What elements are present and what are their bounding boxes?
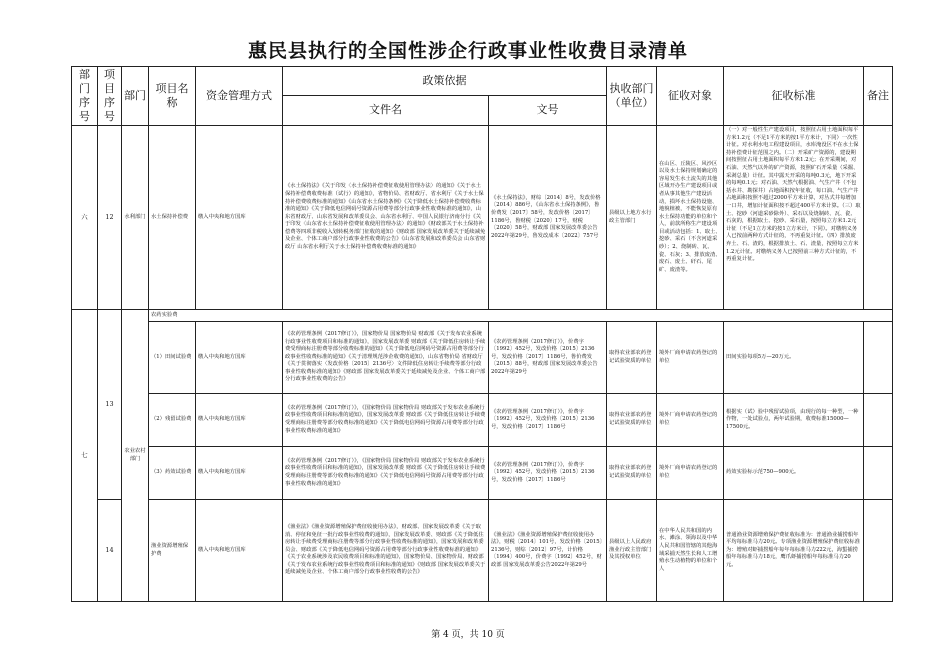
page-footer: 第 4 页，共 10 页 [431, 630, 505, 640]
dept-no-cell: 七 [72, 310, 98, 602]
header-exec-dept: 执收部门（单位） [607, 67, 657, 126]
target-cell: 在山区、丘陵区、风沙区以及水土保持规划确定的容易发生水土流失的其他区域开办生产建设项目或者从事其他生产建设活动，损坏水土保持设施、地貌植被，不能恢复原有水土保持功能的单位和个人，前款所称生产建设项目或活动包括：1、取土、挖砂、采石（不含河道采砂）；2、烧制砖、瓦、瓷、石灰；3、排放废渣、废石、废土、矸石、尾矿、废渣等。 [657, 126, 724, 310]
header-fund-mgmt: 资金管理方式 [196, 67, 283, 126]
doc-no-cell: 《农药管理条例（2017修订）》，价费字〔1992〕452号，发改价格〔2015〕2136号，发改价格〔2017〕1186号，鲁价费发〔2015〕88号，财政部 国家发展改革委公告2022年第29号 [489, 322, 607, 394]
doc-no-cell: 《渔业法》《渔业资源增殖保护费征收使用办法》，财税〔2014〕101号，发改价格〔2015〕2136号，财综〔2012〕97号，计价格〔1994〕400号，价费字〔1992〕452号，财政部 国家发展改革委公告2022年第29号 [489, 500, 607, 602]
header-policy: 政策依据 [283, 67, 607, 96]
item-no-cell: 13 [98, 310, 122, 500]
header-doc-name: 文件名 [283, 95, 489, 125]
header-item-no: 项目序号 [98, 67, 122, 126]
dept-no-cell: 六 [72, 126, 98, 310]
fund-mgmt-cell: 缴入中央和地方国库 [196, 447, 283, 500]
target-cell: 境外厂商申请农药登记的单位 [657, 394, 724, 447]
standard-cell: （一）对一般性生产建设项目，按照征占用土地面积每平方米1.2元（不足1平方米的按1平方米计，下同）一次性计征。对水利水电工程建设项目，水库淹没区不在水土保持补偿费计征范围之内。（二）开采矿产资源的，建设期间按照征占用土地面积每平方米1.2元；在开采期间，对石油、天然气以外的矿产资源，按照矿石开采量（采掘、采剥总量）计征。其中露天开采的每吨0.3元，地下开采的每吨0.1元；对石油、天然气根据油、气生产井（不包括水井、勘探井）占地面积按年征收，每口油、气生产井占地面积按照不超过2000平方米计算，对丛式井每增加一口井，增加计征面积按不超过400平方米计算。（三）取土、挖砂（河道采砂除外）、采石以及烧制砖、瓦、瓷、石灰的，根据取土、挖砂、采石量，按照每立方米1.2元计征（不足1立方米的按1立方米计，下同）。对缴纳义务人已按前两种方式计征的，不再重复计征。（四）排放废弃土、石、渣的，根据排放土、石、渣量，按照每立方米1.2元计征。对缴纳义务人已按照前三种方式计征的，不再重复计征。 [724, 126, 864, 310]
exec-dept-cell: 取得农业部农药登记试验资质的单位 [607, 447, 657, 500]
fund-mgmt-cell: 缴入中央和地方国库 [196, 500, 283, 602]
remark-cell [864, 447, 893, 500]
table-row-water [72, 126, 893, 310]
fee-catalog-table [71, 66, 893, 602]
item-name-cell: （2）残留试验费 [149, 394, 196, 447]
doc-no-cell: 《农药管理条例（2017修订）》，价费字〔1992〕452号，发改价格〔2015〕2136号，发改价格〔2017〕1186号 [489, 394, 607, 447]
header-target: 征收对象 [657, 67, 724, 126]
doc-no-cell: 《水土保持法》，财综〔2014〕8号，发改价格〔2014〕886号，《山东省水土保持条例》，鲁价费发〔2017〕58号，发改价格〔2017〕1186号，鲁财税〔2020〕17号，财税〔2020〕58号，财政部 国家发展改革委公告2022年第29号，鲁发改成本〔2022〕757号 [489, 126, 607, 310]
item-no-cell: 14 [98, 500, 122, 602]
item-name-cell: （1）田间试验费 [149, 322, 196, 394]
header-standard: 征收标准 [724, 67, 864, 126]
target-cell: 在中华人民共和国的内水、滩涂、领海以及中华人民共和国管辖的其他海域采捕天然生长和人工增殖水生动植物的单位和个人 [657, 500, 724, 602]
header-row-1 [72, 67, 893, 96]
header-item-name: 项目名称 [149, 67, 196, 126]
doc-name-cell: 《农药管理条例（2017修订）》，国家物价局 国家物价局 财政部《关于发布农业系统行政事业性收费项目和标准的通知》，国家发展改革委 财政部《关于降低住房转让手续费受理商标注册费等部分收费标准的通知》《关于降低电信网码号资源占用费等部分行政事业性收费标准的通知》《关于清理规范涉企收费的通知》，山东省物价局 省财政厅《关于贯彻落实〈发改价格〔2015〕2136号〉文件降低住房转让手续费等部分行政事业性收费标准的通知》《财政部 国家发展改革委关于延续减免及企业、个体工商户部分行政事业性收费的公告》 [283, 322, 489, 394]
standard-cell: 药效实验标示范750—900元。 [724, 447, 864, 500]
doc-name-cell: 《农药管理条例（2017修订）》，《国家物价局 国家物价局 财政部关于发布农业系统行政事业性收费项目和标准的通知》，国家发展改革委 财政部《关于降低住房转让手续费受理商标注册费等部分收费标准的通知》《关于降低电信网码号资源占用费等部分行政事业性收费标准的通知》 [283, 447, 489, 500]
table-row-efficacy-test [72, 447, 893, 500]
standard-cell: 根据实（试）验中残留试验项，由现行的每一种型，一种作物，一处试验点，两年试验期，收费标准15000—17500元。 [724, 394, 864, 447]
header-dept-no: 部门序号 [72, 67, 98, 126]
page-title: 惠民县执行的全国性涉企行政事业性收费目录清单 [247, 40, 688, 62]
standard-cell: 普通渔业资源增殖保护费征收标准为：普通渔业捕捞船年平均每标准马力20元。专项渔业资源增殖保护费征收标准为：增殖对虾捕捞船年每年每标准马力222元，海蜇捕捞船年每标准马力18元，鹰爪虾捕捞船年每标准马力20元。 [724, 500, 864, 602]
dept-cell: 农业农村部门 [122, 310, 149, 602]
remark-cell [864, 500, 893, 602]
remark-cell [864, 126, 893, 310]
exec-dept-cell: 取得农业部农药登记试验资质的单位 [607, 394, 657, 447]
fund-mgmt-cell: 缴入中央和地方国库 [196, 322, 283, 394]
header-doc-no: 文号 [489, 95, 607, 125]
header-remark: 备注 [864, 67, 893, 126]
fund-mgmt-cell: 缴入中央和地方国库 [196, 394, 283, 447]
item-name-cell: 渔业资源增殖保护费 [149, 500, 196, 602]
fund-mgmt-cell: 缴入中央和地方国库 [196, 126, 283, 310]
remark-cell [864, 322, 893, 394]
header-dept: 部门 [122, 67, 149, 126]
doc-name-cell: 《农药管理条例（2017修订）》，《国家物价局 国家物价局 财政部关于发布农业系统行政事业性收费项目和标准的通知》，国家发展改革委 财政部《关于降低住房转让手续费受理商标注册费等部分收费标准的通知》《关于降低电信网码号资源占用费等部分行政事业性收费标准的通知》 [283, 394, 489, 447]
table-row-field-test [72, 322, 893, 394]
doc-name-cell: 《渔业法》《渔业资源增殖保护费征收使用办法》，财政部、国家发展改革委《关于取消、停征和免征一批行政事业性收费的通知》，国家发展改革委、财政部《关于降低住房转让手续费受理商标注册费等部分行政事业性收费标准的通知》，国家发展和改革委员会、财政部《关于降低电信网码号资源占用费等部分行政事业性收费标准的通知》《关于农业系统涉及农民收费项目和标准的通知》，国家物价局、国家物价局、财政部《关于发布农业系统行政事业性收费项目和标准的通知》《财政部 国家发展改革委关于延续减免及企业、个体工商户部分行政事业性收费的公告》 [283, 500, 489, 602]
item-name-cell: 水土保持补偿费 [149, 126, 196, 310]
group-label-cell: 农药实验费 [149, 310, 893, 322]
exec-dept-cell: 县级以上人民政府渔业行政主管部门及其授权单位 [607, 500, 657, 602]
doc-no-cell: 《农药管理条例（2017修订）》，价费字〔1992〕452号，发改价格〔2015〕2136号，发改价格〔2017〕1186号 [489, 447, 607, 500]
dept-cell: 水利部门 [122, 126, 149, 310]
remark-cell [864, 394, 893, 447]
target-cell: 境外厂商申请农药登记的单位 [657, 447, 724, 500]
table-row-agri-group [72, 310, 893, 322]
exec-dept-cell: 取得农业部农药登记试验资质的单位 [607, 322, 657, 394]
item-name-cell: （3）药效试验费 [149, 447, 196, 500]
table-row-fishery [72, 500, 893, 602]
doc-name-cell: 《水土保持法》《关于印发〈水土保持补偿费征收使用管理办法〉的通知》《关于水土保持补偿费收费标准（试行）的通知》，省物价局、省财政厅、省水利厅《关于水土保持补偿费收费标准的通知》《山东省水土保持条例》《关于降低水土保持补偿费收费标准的通知》《关于降低电信网码号资源占用费等部分行政事业性收费标准的通知》，山东省财政厅、山东省发展和改革委员会、山东省水利厅、中国人民银行济南分行《关于印发〈山东省水土保持补偿费征收使用管理办法〉的通知》《财政部关于水土保持补偿费等四项非税收入划转税务部门征收的通知》《财政部 国家发展改革委关于延续减免及企业、个体工商户部分行政事业性收费的公告》《山东省发展和改革委员会 山东省财政厅 山东省水利厅关于水土保持补偿费收费标准的通知》 [283, 126, 489, 310]
item-no-cell: 12 [98, 126, 122, 310]
standard-cell: 田间实验每项5万—20万元。 [724, 322, 864, 394]
table-row-residue-test [72, 394, 893, 447]
exec-dept-cell: 县级以上地方水行政主管部门 [607, 126, 657, 310]
target-cell: 境外厂商申请农药登记的单位 [657, 322, 724, 394]
